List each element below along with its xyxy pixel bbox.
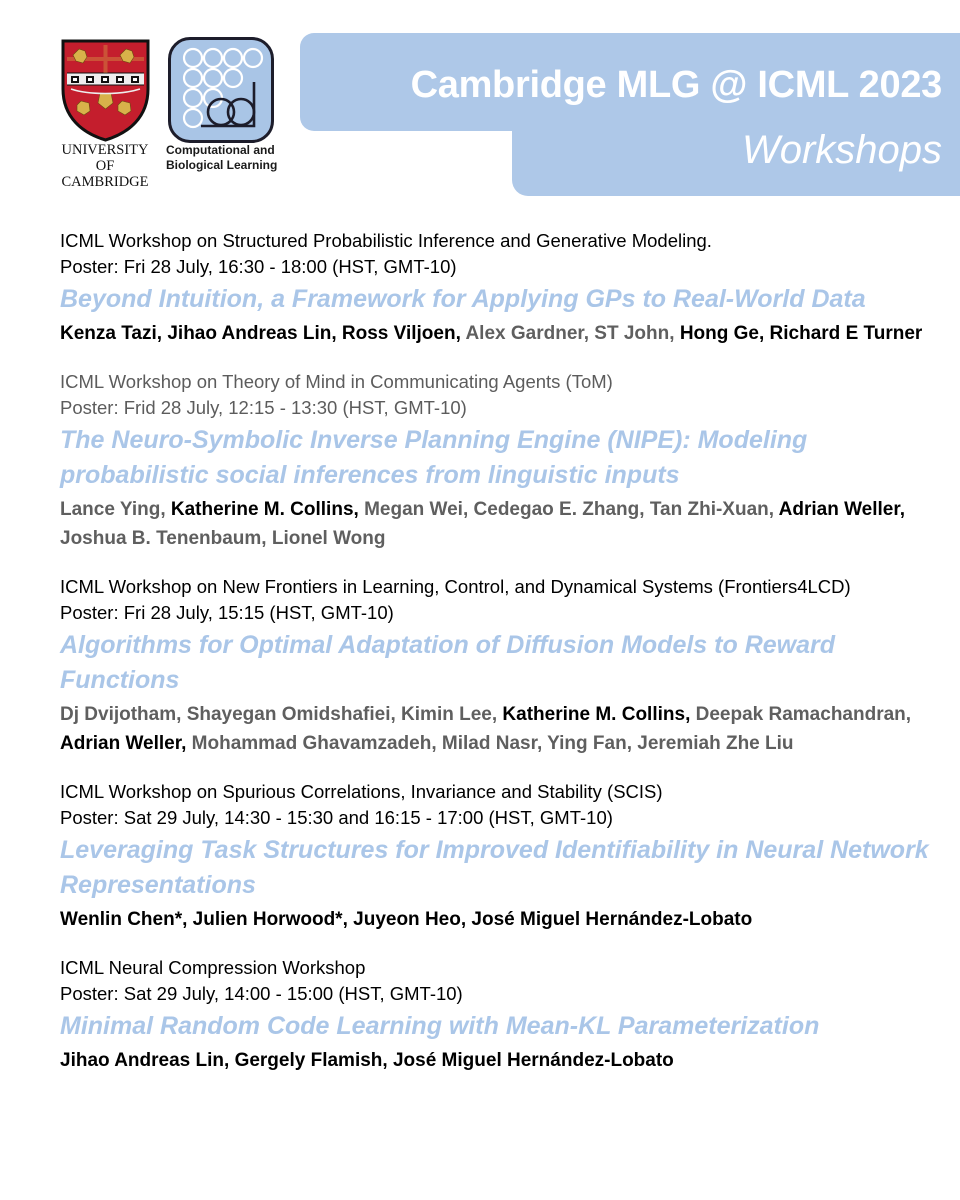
header [0,0,960,215]
cbl-label: Computational and Biological Learning [166,143,278,172]
paper-title: Minimal Random Code Learning with Mean-KL Parameterization [60,1012,820,1040]
workshop-name: ICML Workshop on Theory of Mind in Communicating Agents (ToM) [60,371,613,392]
university-crest-icon [59,37,152,142]
author-list [60,319,950,348]
university-label: UNIVERSITY OF CAMBRIDGE [61,142,149,190]
author-name: Dj Dvijotham [60,704,177,725]
author-name: Jihao Andreas Lin [167,323,332,344]
page-title: Cambridge MLG @ ICML 2023 [410,64,942,106]
workshop-name: ICML Workshop on Spurious Correlations, Invariance and Stability (SCIS) [60,781,663,802]
cbl-logo-icon [168,37,274,143]
author-name: Ying Fan [547,733,627,754]
author-name: Alex Gardner [465,323,584,344]
author-separator: , [768,499,779,520]
author-name: Deepak Ramachandran [695,704,906,725]
author-name: Ross Viljoen [341,323,456,344]
author-name: Milad Nasr [441,733,537,754]
author-list [60,700,950,758]
author-name: Kimin Lee [401,704,492,725]
workshop-name: ICML Workshop on Structured Probabilistic Inference and Generative Modeling. [60,230,712,251]
paper-title: The Neuro-Symbolic Inverse Planning Engine (NIPE): Modeling probabilistic social inferences from linguistic inputs [60,426,808,489]
paper-title: Leveraging Task Structures for Improved Identifiability in Neural Network Representations [60,836,929,899]
poster-time: Poster: Sat 29 July, 14:00 - 15:00 (HST, GMT-10) [60,983,463,1004]
author-separator: , [156,323,168,344]
author-separator: , [353,499,365,520]
author-name: Jeremiah Zhe Liu [637,733,794,754]
author-separator: , [639,499,650,520]
workshop-entry [60,369,950,553]
author-name: José Miguel Hernández-Lobato [471,909,753,930]
author-name: Jihao Andreas Lin [60,1050,224,1071]
author-separator: , [176,704,187,725]
author-separator: , [758,323,770,344]
author-name: Wenlin Chen* [60,909,183,930]
author-name: ST John [594,323,670,344]
poster-time: Poster: Fri 28 July, 15:15 (HST, GMT-10) [60,602,394,623]
author-name: Mohammad Ghavamzadeh [191,733,432,754]
author-separator: , [382,1050,393,1071]
author-name: Adrian Weller [778,499,900,520]
author-name: Shayegan Omidshafiei [186,704,391,725]
author-name: Lionel Wong [271,528,386,549]
workshop-list [60,228,950,1096]
author-list [60,1046,950,1075]
author-separator: , [181,733,192,754]
author-separator: , [462,499,474,520]
page-subtitle: Workshops [741,128,942,172]
author-separator: , [899,499,905,520]
author-list [60,905,950,934]
author-separator: , [182,909,193,930]
workshop-entry [60,779,950,934]
author-name: Tan Zhi-Xuan [649,499,769,520]
author-separator: , [626,733,638,754]
author-name: José Miguel Hernández-Lobato [392,1050,674,1071]
workshop-entry [60,955,950,1075]
author-name: Julien Horwood* [192,909,343,930]
author-name: Richard E Turner [769,323,923,344]
author-name: Adrian Weller [60,733,182,754]
workshop-name: ICML Workshop on New Frontiers in Learning, Control, and Dynamical Systems (Frontiers4LCD) [60,576,851,597]
poster-time: Poster: Sat 29 July, 14:30 - 15:30 and 16:15 - 17:00 (HST, GMT-10) [60,807,613,828]
author-separator: , [224,1050,235,1071]
author-name: Megan Wei [364,499,463,520]
author-separator: , [685,704,696,725]
author-separator: , [261,528,272,549]
author-name: Hong Ge [679,323,759,344]
paper-title: Algorithms for Optimal Adaptation of Diffusion Models to Reward Functions [60,631,835,694]
workshop-entry [60,228,950,348]
author-name: Katherine M. Collins [170,499,354,520]
author-separator: , [331,323,342,344]
author-separator: , [342,909,354,930]
workshop-entry [60,574,950,758]
workshop-name: ICML Neural Compression Workshop [60,957,366,978]
author-separator: , [455,323,466,344]
author-separator: , [390,704,402,725]
author-separator: , [905,704,912,725]
author-separator: , [460,909,472,930]
author-name: Lance Ying [60,499,161,520]
author-name: Cedegao E. Zhang [473,499,640,520]
author-separator: , [160,499,171,520]
author-name: Gergely Flamish [234,1050,383,1071]
author-name: Joshua B. Tenenbaum [60,528,262,549]
author-list [60,495,950,553]
author-name: Juyeon Heo [353,909,461,930]
poster-time: Poster: Fri 28 July, 16:30 - 18:00 (HST, GMT-10) [60,256,457,277]
author-name: Katherine M. Collins [502,704,686,725]
author-separator: , [491,704,503,725]
author-separator: , [669,323,680,344]
author-separator: , [431,733,442,754]
author-name: Kenza Tazi [60,323,157,344]
author-separator: , [536,733,548,754]
author-separator: , [583,323,595,344]
poster-time: Poster: Frid 28 July, 12:15 - 13:30 (HST, GMT-10) [60,397,467,418]
paper-title: Beyond Intuition, a Framework for Applying GPs to Real-World Data [60,285,866,313]
